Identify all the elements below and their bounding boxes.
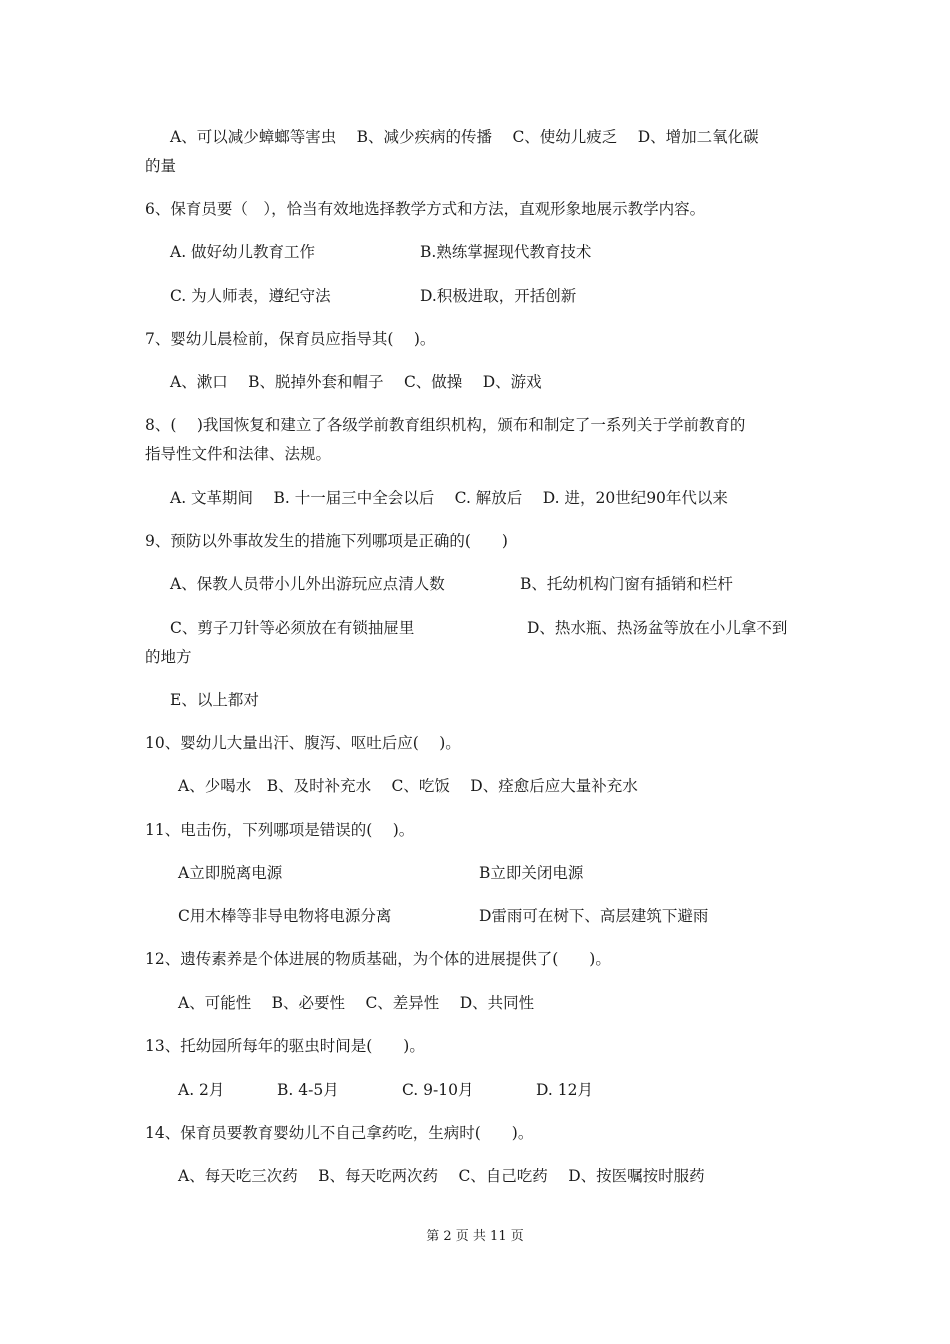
q7-options: A、漱口 B、脱掉外套和帽子 C、做操 D、游戏: [170, 373, 542, 391]
q14-stem: 14、保育员要教育婴幼儿不自己拿药吃，生病时( )。: [145, 1124, 534, 1142]
q6-option-b: B.熟练掌握现代教育技术: [420, 243, 592, 261]
q13-option-c: C. 9-10月: [402, 1081, 474, 1099]
q12-stem: 12、遗传素养是个体进展的物质基础，为个体的进展提供了( )。: [145, 950, 611, 968]
q6-stem: 6、保育员要（ ），恰当有效地选择教学方式和方法，直观形象地展示教学内容。: [145, 200, 706, 218]
q10-stem: 10、婴幼儿大量出汗、腹泻、呕吐后应( )。: [145, 734, 461, 752]
q6-option-d: D.积极进取，开括创新: [420, 287, 577, 305]
q5-options-line1: A、可以减少蟑螂等害虫 B、减少疾病的传播 C、使幼儿疲乏 D、增加二氧化碳: [170, 128, 759, 146]
q9-option-e: E、以上都对: [170, 691, 259, 709]
q9-option-d-line2: 的地方: [145, 648, 192, 666]
q13-option-d: D. 12月: [536, 1081, 593, 1099]
q11-stem: 11、电击伤，下列哪项是错误的( )。: [145, 821, 415, 839]
q8-options: A. 文革期间 B. 十一届三中全会以后 C. 解放后 D. 进，20世纪90年代以来: [170, 489, 728, 507]
q8-stem-line2: 指导性文件和法律、法规。: [145, 445, 332, 463]
q5-options-line2: 的量: [145, 157, 177, 175]
q11-option-a: A立即脱离电源: [178, 864, 283, 882]
q9-option-a: A、保教人员带小儿外出游玩应点清人数: [170, 575, 445, 593]
q11-option-b: B立即关闭电源: [479, 864, 584, 882]
q6-option-c: C. 为人师表，遵纪守法: [170, 287, 331, 305]
q13-stem: 13、托幼园所每年的驱虫时间是( )。: [145, 1037, 425, 1055]
q8-stem-line1: 8、( )我国恢复和建立了各级学前教育组织机构，颁布和制定了一系列关于学前教育的: [145, 416, 746, 434]
q10-options: A、少喝水 B、及时补充水 C、吃饭 D、痊愈后应大量补充水: [178, 777, 638, 795]
q9-option-d-line1: D、热水瓶、热汤盆等放在小儿拿不到: [527, 619, 788, 637]
q11-option-d: D雷雨可在树下、高层建筑下避雨: [479, 907, 709, 925]
q12-options: A、可能性 B、必要性 C、差异性 D、共同性: [178, 994, 535, 1012]
q14-options: A、每天吃三次药 B、每天吃两次药 C、自己吃药 D、按医嘱按时服药: [178, 1167, 705, 1185]
q13-option-a: A. 2月: [178, 1081, 225, 1099]
q9-stem: 9、预防以外事故发生的措施下列哪项是正确的( ): [145, 532, 508, 550]
q7-stem: 7、婴幼儿晨检前，保育员应指导其( )。: [145, 330, 436, 348]
q13-option-b: B. 4-5月: [277, 1081, 339, 1099]
q11-option-c: C用木棒等非导电物将电源分离: [178, 907, 392, 925]
q9-option-b: B、托幼机构门窗有插销和栏杆: [520, 575, 733, 593]
q6-option-a: A. 做好幼儿教育工作: [170, 243, 316, 261]
page-number: 第 2 页 共 11 页: [426, 1229, 524, 1244]
q9-option-c: C、剪子刀针等必须放在有锁抽屉里: [170, 619, 415, 637]
